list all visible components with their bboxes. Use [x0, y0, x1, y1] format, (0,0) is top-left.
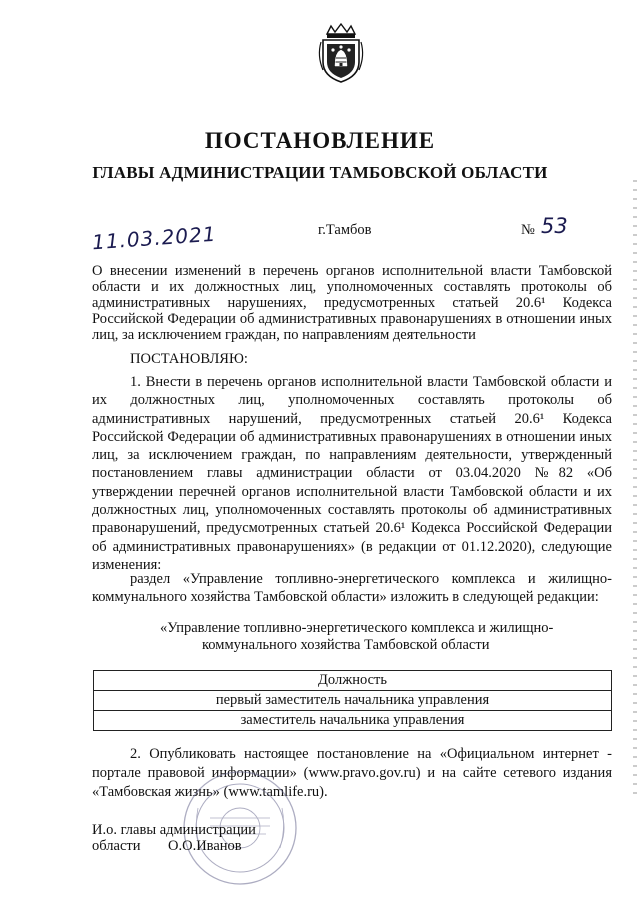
table-header-cell: Должность — [94, 671, 612, 691]
document-date: 11.03.2021 — [91, 221, 218, 255]
scan-edge-marks — [633, 180, 637, 800]
quote-line-2: коммунального хозяйства Тамбовской области — [202, 637, 490, 653]
positions-table — [93, 670, 612, 731]
table-cell: первый заместитель начальника управления — [94, 691, 612, 711]
quoted-department-name — [160, 620, 580, 654]
document-city: г.Тамбов — [318, 222, 372, 238]
signer-position-line-2: области — [92, 838, 141, 854]
paragraph-2: 2. Опубликовать настоящее постановление на «Официальном интернет - портале правовой информации» (www.pravo.gov.ru) и на сайте сетевого издания «Тамбовская жизнь» (www.tamlife.ru). — [92, 746, 612, 800]
table-header-row — [94, 671, 612, 691]
resolve-heading: ПОСТАНОВЛЯЮ: — [130, 351, 248, 367]
table-row — [94, 691, 612, 711]
signer-position-line-1: И.о. главы администрации — [92, 822, 256, 838]
table-row — [94, 711, 612, 731]
document-subject: О внесении изменений в перечень органов исполнительной власти Тамбовской области и их должностных лиц, уполномоченных составлять протоколы об административных нарушениях, предусмотренных статьей 20.6¹ Кодекса Российской Федерации об административных правонарушениях в отношении иных лиц, за исключением граждан, по направлениям деятельности — [92, 263, 612, 343]
number-sign: № — [521, 222, 535, 238]
document-number: 53 — [541, 214, 568, 238]
signer-name: О.О.Иванов — [168, 838, 242, 854]
document-title: ПОСТАНОВЛЕНИЕ — [204, 128, 436, 153]
table-cell: заместитель начальника управления — [94, 711, 612, 731]
section-text: раздел «Управление топливно-энергетического комплекса и жилищно-коммунального хозяйства Тамбовской области» изложить в следующей редакции: — [92, 571, 612, 606]
quote-line-1: «Управление топливно-энергетического комплекса и жилищно- — [160, 620, 554, 636]
coat-of-arms-icon — [315, 22, 367, 84]
document-subtitle: ГЛАВЫ АДМИНИСТРАЦИИ ТАМБОВСКОЙ ОБЛАСТИ — [92, 163, 548, 182]
paragraph-1: 1. Внести в перечень органов исполнительной власти Тамбовской области и их должностных лиц, уполномоченных составлять протоколы об административных нарушений, предусмотренных статьей 20.6¹ Кодекса Российской Федерации об административных правонарушениях в отношении иных лиц, за исключением граждан, по направлениям деятельности, утвержденный постановлением главы администрации области от 03.04.2020 №82 «Об утверждении перечней органов исполнительной власти Тамбовской области и их должностных лиц, уполномоченных составлять протоколы об административных правонарушений, предусмотренных статьей 20.6¹ Кодекса Российской Федерации об административных правонарушениях» (в редакции от 01.12.2020), следующие изменения: — [92, 374, 612, 573]
